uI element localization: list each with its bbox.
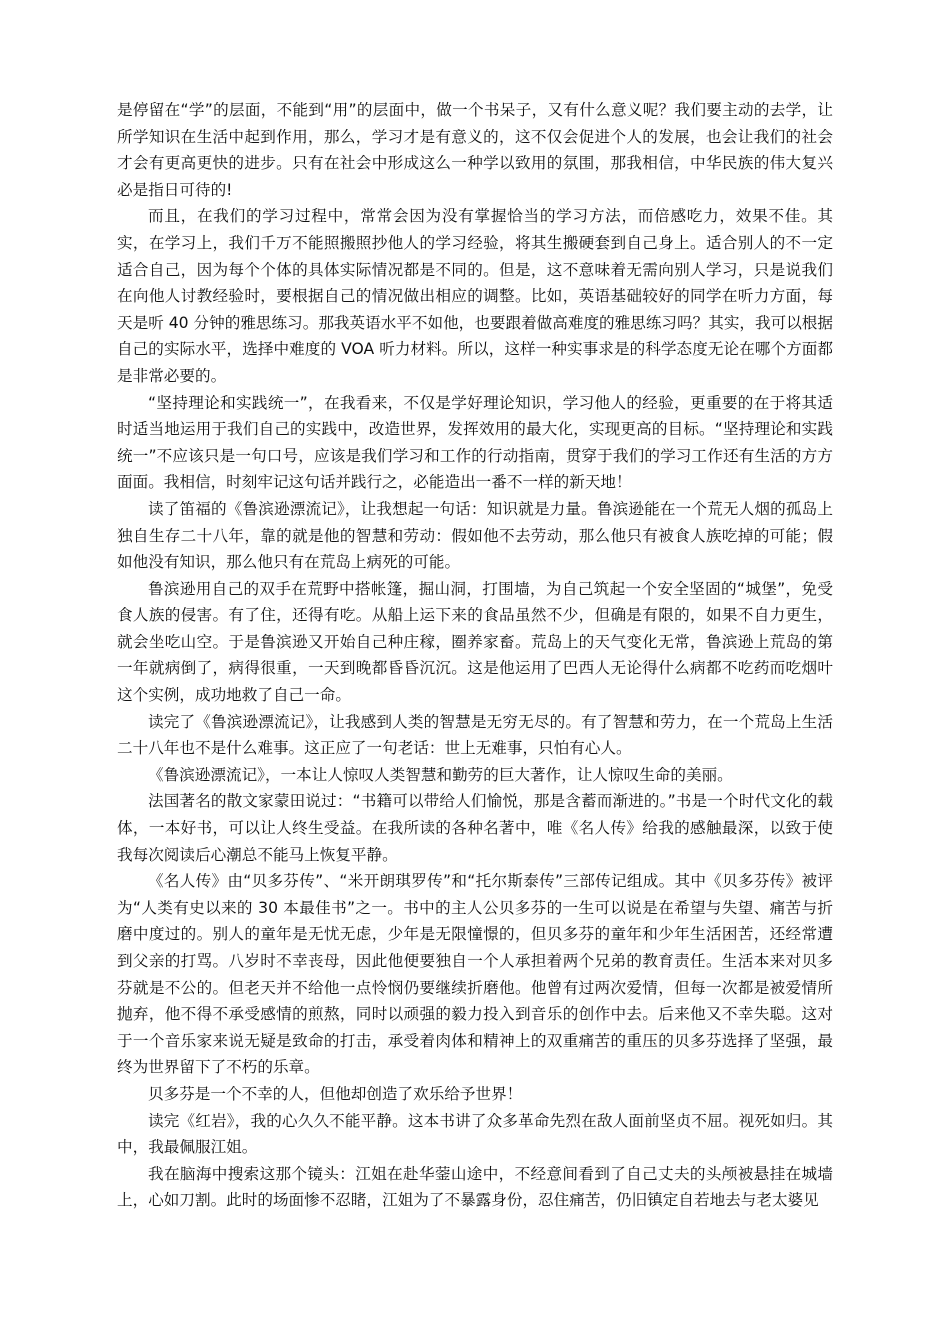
paragraph-learning-method: 而且，在我们的学习过程中，常常会因为没有掌握恰当的学习方法，而倍感吃力，效果不佳。其实，在学习上，我们千万不能照搬照抄他人的学习经验，将其生搬硬套到自己身上。适合别人的不一定适合自己，因为每个个体的具体实际情况都是不同的。但是，这不意味着无需向别人学习，只是说我们在向他人讨教经验时，要根据自己的情况做出相应的调整。比如，英语基础较好的同学在听力方面，每天是听 40 分钟的雅思练习。那我英语水平不如他，也要跟着做高难度的雅思练习吗？其实，我可以根据自己的实际水平，选择中难度的 VOA 听力材料。所以，这样一种实事求是的科学态度无论在哪个方面都是非常必要的。 [117,207,833,385]
paragraph-study-application: 是停留在“学”的层面，不能到“用”的层面中，做一个书呆子，又有什么意义呢？我们要主动的去学，让所学知识在生活中起到作用，那么，学习才是有意义的，这不仅会促进个人的发展，也会让我们的社会才会有更高更快的进步。只有在社会中形成这么一种学以致用的氛围，那我相信，中华民族的伟大复兴必是指日可待的! [117,101,833,199]
paragraph-robinson-survival: 鲁滨逊用自己的双手在荒野中搭帐篷，掘山洞，打围墙，为自己筑起一个安全坚固的“城堡”，免受食人族的侵害。有了住，还得有吃。从船上运下来的食品虽然不少，但确是有限的，如果不自力更生，就会坐吃山空。于是鲁滨逊又开始自己种庄稼，圈养家畜。荒岛上的天气变化无常，鲁滨逊上荒岛的第一年就病倒了，病得很重，一天到晚都昏昏沉沉。这是他运用了巴西人无论得什么病都不吃药而吃烟叶这个实例，成功地救了自己一命。 [117,579,833,705]
paragraph-robinson-summary: 《鲁滨逊漂流记》，一本让人惊叹人类智慧和勤劳的巨大著作，让人惊叹生命的美丽。 [148,765,733,784]
paragraph-robinson-intro: 读了笛福的《鲁滨逊漂流记》，让我想起一句话：知识就是力量。鲁滨逊能在一个荒无人烟的孤岛上独自生存二十八年，靠的就是他的智慧和劳动：假如他不去劳动，那么他只有被食人族吃掉的可能；假如他没有知识，那么他只有在荒岛上病死的可能。 [117,499,833,572]
paragraph-montaigne-quote: 法国著名的散文家蒙田说过：“书籍可以带给人们愉悦，那是含蓄而渐进的。”书是一个时代文化的载体，一本好书，可以让人终生受益。在我所读的各种名著中，唯《名人传》给我的感触最深，以致于使我每次阅读后心潮总不能马上恢复平静。 [117,792,833,864]
document-page [117,97,833,1214]
paragraph-jiangjie-scene: 我在脑海中搜索这那个镜头：江姐在赴华蓥山途中，不经意间看到了自己丈夫的头颅被悬挂在城墙上，心如刀割。此时的场面惨不忍睹，江姐为了不暴露身份，忍住痛苦，仍旧镇定自若地去与老太婆见 [117,1164,833,1210]
paragraph-beethoven-bio: 《名人传》由“贝多芬传”、“米开朗琪罗传”和“托尔斯泰传”三部传记组成。其中《贝多芬传》被评为“人类有史以来的 30 本最佳书”之一。书中的主人公贝多芬的一生可以说是在希望与失望、痛苦与折磨中度过的。别人的童年是无忧无虑，少年是无限憧憬的，但贝多芬的童年和少年生活困苦，还经常遭到父亲的打骂。八岁时不幸丧母，因此他便要独自一个人承担着两个兄弟的教育责任。生活本来对贝多芬就是不公的。但老天并不给他一点怜悯仍要继续折磨他。他曾有过两次爱情，但每一次都是被爱情所抛弃，他不得不承受感情的煎熬，同时以顽强的毅力投入到音乐的创作中去。后来他又不幸失聪。这对于一个音乐家来说无疑是致命的打击，承受着肉体和精神上的双重痛苦的重压的贝多芬选择了坚强，最终为世界留下了不朽的乐章。 [117,872,833,1077]
paragraph-theory-practice: “坚持理论和实践统一”，在我看来，不仅是学好理论知识，学习他人的经验，更重要的在于将其适时适当地运用于我们自己的实践中，改造世界，发挥效用的最大化，实现更高的目标。“坚持理论和实践统一”不应该只是一句口号，应该是我们学习和工作的行动指南，贯穿于我们的学习工作还有生活的方方面面。我相信，时刻牢记这句话并践行之，必能造出一番不一样的新天地！ [117,393,833,492]
paragraph-hongyan-intro: 读完《红岩》，我的心久久不能平静。这本书讲了众多革命先烈在敌人面前坚贞不屈。视死如归。其中，我最佩服江姐。 [117,1111,833,1157]
paragraph-robinson-reflection: 读完了《鲁滨逊漂流记》，让我感到人类的智慧是无穷无尽的。有了智慧和劳力，在一个荒岛上生活二十八年也不是什么难事。这正应了一句老话：世上无难事，只怕有心人。 [117,712,833,758]
paragraph-beethoven-summary: 贝多芬是一个不幸的人，但他却创造了欢乐给予世界！ [148,1084,523,1103]
